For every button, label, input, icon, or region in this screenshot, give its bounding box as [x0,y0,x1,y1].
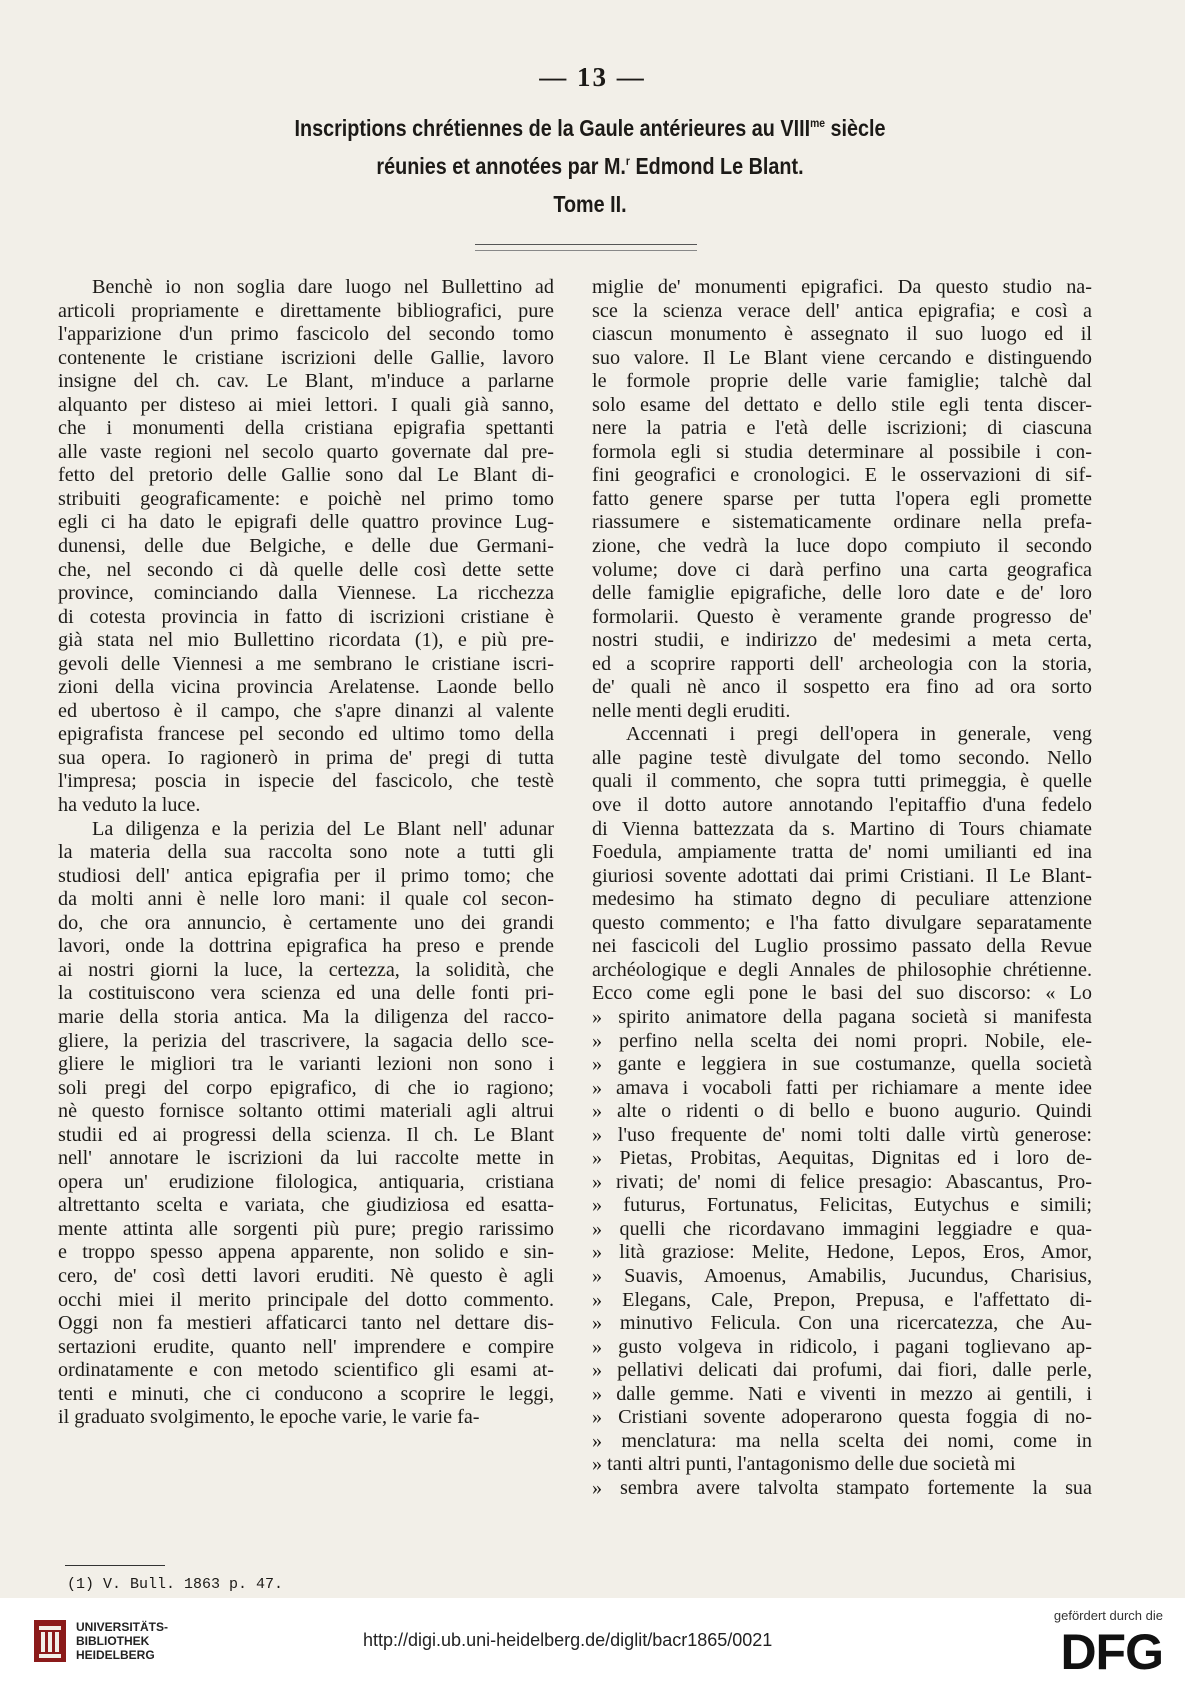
text-line: ordinatamente e con metodo scientifico gli esami at- [58,1359,554,1382]
text-line: » amava i vocaboli fatti per richiamare a mente idee [592,1076,1092,1099]
text-line: le formole proprie delle varie famiglie; talchè dal [592,370,1092,393]
text-line: de' quali nè anco il sospetto era fino ad ora sorto [592,676,1092,699]
text-line: nelle menti degli eruditi. [592,699,791,722]
title-line-2 [212,153,969,180]
text-line: » Cristiani sovente adoperarono questa foggia di no- [592,1406,1092,1429]
text-line: ha veduto la luce. [58,794,201,817]
text-line: » rivati; de' nomi di felice presagio: Abascantus, Pro- [592,1170,1092,1193]
text-line: » minutivo Felicula. Con una ricercatezza, che Au- [592,1312,1092,1335]
text-line: volume; dove ci darà perfino una carta geografica [592,558,1092,581]
page-permalink[interactable]: http://digi.ub.uni-heidelberg.de/diglit/bacr1865/0021 [363,1630,773,1650]
text-line: medesimo ha stimato degno di peculiare attenzione [592,888,1092,911]
text-line: fini geografici e cronologici. E le osservazioni di sif- [592,464,1092,487]
right-column [592,276,1092,1500]
text-line: province, cominciando dalla Viennese. La ricchezza [58,582,554,605]
text-line: formolarii. Questo è veramente grande progresso de' [592,605,1092,628]
text-line: nostri studii, e indirizzo de' medesimi a meta certa, [592,629,1092,652]
text-line: » menclatura: ma nella scelta dei nomi, come in [592,1429,1092,1452]
text-line: stribuiti geograficamente: e poichè nel primo tomo [58,487,554,510]
title-line-1-superscript: me [810,116,825,130]
text-line: che i monumenti della cristiana epigrafia spettanti [58,417,554,440]
text-line: insigne del ch. cav. Le Blant, m'induce a parlarne [58,370,554,393]
text-line: ed a scoprire rapporti dell' archeologia con la storia, [592,652,1092,675]
text-line: già stata nel mio Bullettino ricordata (1), e più pre- [58,629,554,652]
text-line: » sembra avere talvolta stampato fortemente la sua [592,1476,1092,1499]
university-library-name [76,1620,168,1662]
footnote-divider [65,1565,165,1566]
text-line: soli pregi del corpo epigrafico, di che io ragiono; [58,1076,554,1099]
text-line: ciascun monumento è assegnato il suo luogo ed il [592,323,1092,346]
text-line: » l'uso frequente de' nomi tolti dalle virtù generose: [592,1123,1092,1146]
text-line: giuriosi sovente adottati dai primi Cristiani. Il Le Blant- [592,864,1092,887]
text-line: gevoli delle Viennesi a me sembrano le cristiane iscri- [58,652,554,675]
text-line: » Pietas, Probitas, Aequitas, Dignitas ed i loro de- [592,1147,1092,1170]
text-line: nere la patria e l'età delle iscrizioni; di ciascuna [592,417,1092,440]
dfg-logo: DFG [1060,1624,1163,1680]
text-line: ai nostri giorni la luce, la certezza, la solidità, che [58,958,554,981]
text-line: nell' annotare le iscrizioni da lui raccolte mette in [58,1147,554,1170]
text-line: do, che ora annuncio, è certamente uno dei grandi [58,911,554,934]
text-line: gliere le migliori tra le varianti lezioni non sono i [58,1053,554,1076]
text-line: quali il commento, che sopra tutti primeggia, è quelle [592,770,1092,793]
university-library-logo-icon [32,1618,68,1664]
library-name-line-1: UNIVERSITÄTS- [76,1620,169,1634]
left-column [58,276,554,1430]
text-line: studii ed ai progressi della scienza. Il ch. Le Blant [58,1123,554,1146]
library-name-line-2: BIBLIOTHEK [76,1634,150,1648]
text-line: sce la scienza verace dell' antica epigrafia; e così a [592,299,1092,322]
text-line: » lità graziose: Melite, Hedone, Lepos, Eros, Amor, [592,1241,1092,1264]
viewer-footer [0,1598,1185,1686]
text-line: contenente le cristiane iscrizioni delle Gallie, lavoro [58,346,554,369]
text-line: sua opera. Io ragionerò in prima de' pregi di tutta [58,746,554,769]
text-line: l'impresa; poscia in ispecie del fascicolo, che testè [58,770,554,793]
text-line: sertazioni erudite, quanto nell' imprendere e compire [58,1335,554,1358]
text-line: questo commento; e l'ha fatto divulgare separatamente [592,911,1092,934]
text-line: che, nel secondo ci dà quelle delle così dette sette [58,558,554,581]
text-line: l'apparizione d'un primo fascicolo del secondo tomo [58,323,554,346]
text-line: formola egli si studia determinare al possibile i con- [592,440,1092,463]
text-line: Foedula, ampiamente tratta de' nomi umilianti ed ina [592,841,1092,864]
sponsor-note: gefördert durch die [1053,1608,1163,1623]
page-number: — 13 — [539,62,646,92]
text-line: » pellativi delicati dai profumi, dai fiori, dalle perle, [592,1359,1092,1382]
text-line: ove il dotto autore annotando l'epitaffio d'una fedelo [592,794,1092,817]
text-line: » dalle gemme. Nati e viventi in mezzo ai gentili, i [592,1382,1092,1405]
library-name-line-3: HEIDELBERG [76,1648,155,1662]
text-line: e troppo spesso appena apparente, non solido e sin- [58,1241,554,1264]
text-line: » Elegans, Cale, Prepon, Prepusa, e l'affettato di- [592,1288,1092,1311]
text-line: occhi miei il merito principale del dotto commento. [58,1288,554,1311]
text-line: alle pagine testè divulgate del tomo secondo. Nello [592,746,1092,769]
title-line-1-text: Inscriptions chrétiennes de la Gaule antérieures au VIII [294,115,811,141]
text-line: di Vienna battezzata da s. Martino di Tours chiamate [592,817,1092,840]
title-line-1 [212,115,969,142]
title-line-2-text: réunies et annotées par M. [376,153,626,179]
footnote: (1) V. Bull. 1863 p. 47. [67,1576,284,1593]
text-line: da molti anni è nelle loro mani: il quale col secon- [58,888,554,911]
text-line: opera un' erudizione filologica, antiquaria, cristiana [58,1170,554,1193]
text-line: nè questo fornisce soltanto ottimi materiali agli altrui [58,1100,554,1123]
text-line: la materia della sua raccolta sono note a tutti gli [58,841,554,864]
text-line: miglie de' monumenti epigrafici. Da questo studio na- [592,276,1092,298]
text-line: » perfino nella scelta dei nomi propri. Nobile, ele- [592,1029,1092,1052]
text-line: » tanti altri punti, l'antagonismo delle due società mi [592,1453,1016,1476]
text-line: Oggi non fa mestieri affaticarci tanto nel dettare dis- [58,1312,554,1335]
text-line: marie della storia antica. Ma la diligenza del racco- [58,1005,554,1028]
text-line: gliere, la perizia del trascrivere, la sagacia dello sce- [58,1029,554,1052]
text-line: delle famiglie epigrafiche, delle loro date e de' loro [592,582,1092,605]
text-line: » spirito animatore della pagana società si manifesta [592,1005,1092,1028]
text-line: di cotesta provincia in fatto di iscrizioni cristiane è [58,605,554,628]
text-line: nei fascicoli del Luglio prossimo passato della Revue [592,935,1092,958]
text-line: alle vaste regioni nel secolo quarto governate dal pre- [58,440,554,463]
text-line: lavori, onde la dottrina epigrafica ha preso e prende [58,935,554,958]
text-line: ed ubertoso è il campo, che s'apre dinanzi al valente [58,699,554,722]
text-line: Accennati i pregi dell'opera in generale, veng [626,723,1092,746]
text-line: La diligenza e la perizia del Le Blant nell' adunar [92,817,554,840]
text-line: zione, che vedrà la luce dopo compiuto il secondo [592,535,1092,558]
text-line: altrettanto scelta e variata, che giudiziosa ed esatta- [58,1194,554,1217]
text-line: mente attinta alle sorgenti più pure; pregio rarissimo [58,1217,554,1240]
text-line: fetto del pretorio delle Gallie sono dal Le Blant di- [58,464,554,487]
text-line: fatto genere sparse per tutta l'opera egli promette [592,487,1092,510]
text-line: riassumere e sistematicamente ordinare nella prefa- [592,511,1092,534]
text-line: » alte o ridenti o di bello e buono augurio. Quindi [592,1100,1092,1123]
text-line: Ecco come egli pone le basi del suo discorso: « Lo [592,982,1092,1005]
text-line: solo esame del dettato e dello stile egli tenta discer- [592,393,1092,416]
text-line: » Suavis, Amoenus, Amabilis, Jucundus, Charisius, [592,1264,1092,1287]
text-line: il graduato svolgimento, le epoche varie, le varie fa- [58,1406,480,1429]
title-line-1-end: siècle [824,115,886,141]
text-line: » gusto volgeva in ridicolo, i pagani toglievano ap- [592,1335,1092,1358]
title-divider [475,244,697,251]
text-line: epigrafista francese pel secondo ed ultimo tomo della [58,723,554,746]
text-line: Benchè io non soglia dare luogo nel Bullettino ad [92,276,554,298]
title-line-2-superscript: r [625,154,630,168]
text-line: » gante e leggiera in sue costumanze, quella società [592,1053,1092,1076]
text-line: articoli propriamente e direttamente bibliografici, pure [58,299,554,322]
text-line: la costituiscono vera scienza ed una delle fonti pri- [58,982,554,1005]
text-line: archéologique e degli Annales de philosophie chrétienne. [592,958,1092,981]
title-line-2-end: Edmond Le Blant. [629,153,804,179]
text-line: tenti e minuti, che ci conducono a scoprire le leggi, [58,1382,554,1405]
text-line: » futurus, Fortunatus, Felicitas, Eutychus e simili; [592,1194,1092,1217]
text-line: cero, de' così detti lavori eruditi. Nè questo è agli [58,1264,554,1287]
text-line: egli ci ha dato le epigrafi delle quattro province Lug- [58,511,554,534]
text-line: » quelli che ricordavano immagini leggiadre e qua- [592,1217,1092,1240]
text-line: alquanto per disteso ai miei lettori. I quali già sanno, [58,393,554,416]
text-line: zioni della vicina provincia Arelatense. Laonde bello [58,676,554,699]
text-line: dunensi, delle due Belgiche, e delle due Germani- [58,535,554,558]
text-line: studiosi dell' antica epigrafia per il primo tomo; che [58,864,554,887]
title-line-3: Tome II. [553,191,627,217]
text-line: suo valore. Il Le Blant viene cercando e distinguendo [592,346,1092,369]
